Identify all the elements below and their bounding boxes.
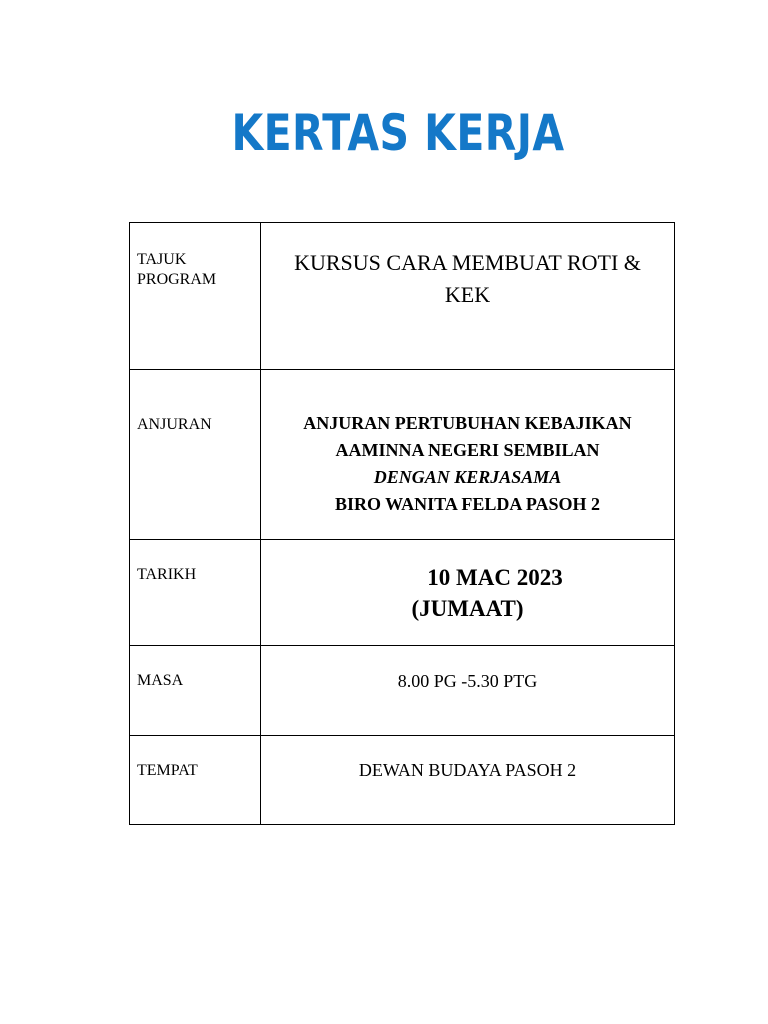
value-cell-venue: [261, 736, 675, 825]
label-cell-tajuk: [130, 223, 261, 370]
label-tempat: TEMPAT: [137, 762, 198, 779]
value-cell-program-title: [261, 223, 675, 370]
table-row-tajuk: [130, 223, 675, 370]
event-time: 8.00 PG -5.30 PTG: [397, 671, 538, 691]
table-row-masa: [130, 646, 675, 736]
label-cell-tempat: [130, 736, 261, 825]
organiser-line-1: ANJURAN PERTUBUHAN KEBAJIKAN: [303, 413, 632, 433]
label-masa: MASA: [137, 672, 184, 689]
label-cell-masa: [130, 646, 261, 736]
program-title: KURSUS CARA MEMBUAT ROTI & KEK: [294, 250, 641, 307]
label-cell-tarikh: [130, 540, 261, 646]
label-cell-anjuran: [130, 370, 261, 540]
organiser-line-2: AAMINNA NEGERI SEMBILAN: [335, 440, 600, 460]
date-block: [261, 540, 674, 624]
event-venue: DEWAN BUDAYA PASOH 2: [358, 760, 577, 780]
value-cell-organiser: [261, 370, 675, 540]
document-title: KERTAS KERJA: [231, 104, 565, 162]
value-cell-time: [261, 646, 675, 736]
program-info-table: [129, 222, 675, 825]
table-row-tempat: [130, 736, 675, 825]
label-tarikh: TARIKH: [137, 566, 197, 583]
label-tajuk: TAJUK: [137, 251, 187, 268]
organiser-line-collaboration: DENGAN KERJASAMA: [373, 467, 562, 487]
organiser-line-partner: BIRO WANITA FELDA PASOH 2: [334, 494, 601, 514]
organiser-block: [261, 370, 674, 518]
label-anjuran: ANJURAN: [137, 416, 212, 433]
event-day: (JUMAAT): [411, 596, 524, 621]
label-program: PROGRAM: [137, 271, 217, 288]
table-row-tarikh: [130, 540, 675, 646]
value-cell-date: [261, 540, 675, 646]
event-date: 10 MAC 2023: [427, 565, 563, 590]
table-row-anjuran: [130, 370, 675, 540]
